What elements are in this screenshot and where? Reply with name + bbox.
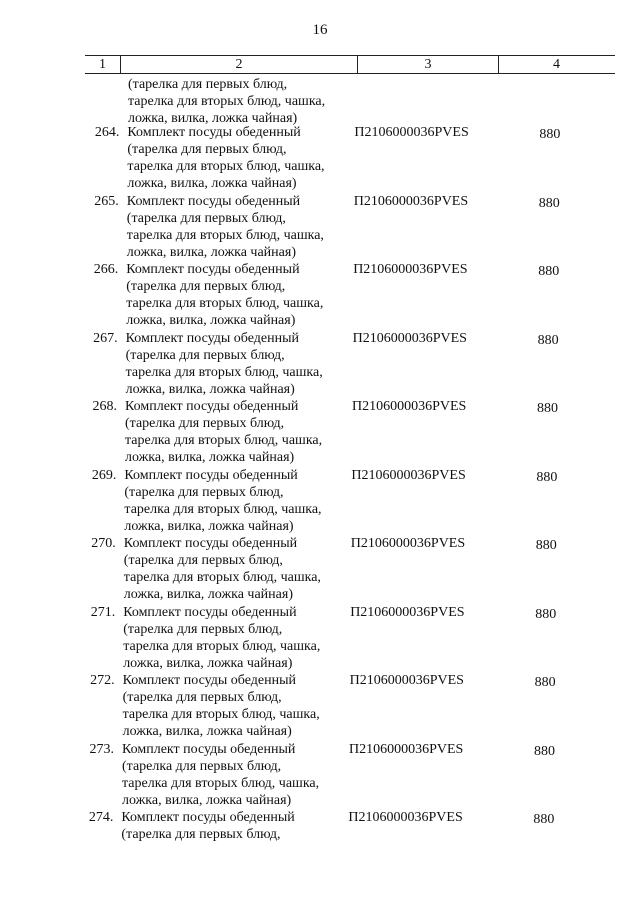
desc-line: (тарелка для первых блюд, bbox=[125, 347, 285, 363]
desc-line: Комплект посуды обеденный bbox=[122, 673, 296, 688]
desc-line: Комплект посуды обеденный bbox=[125, 330, 299, 346]
row-description bbox=[121, 809, 356, 843]
table-row bbox=[0, 261, 638, 330]
desc-line: Комплект посуды обеденный bbox=[126, 193, 301, 209]
row-quantity: 880 bbox=[538, 264, 560, 279]
desc-line: (тарелка для первых блюд, bbox=[123, 621, 283, 637]
table-row bbox=[0, 124, 639, 193]
row-description bbox=[127, 124, 362, 192]
row-code: П2106000036PVES bbox=[349, 673, 464, 688]
row-code: П2106000036PVES bbox=[349, 741, 464, 757]
row-code: П2106000036PVES bbox=[352, 399, 467, 414]
row-description bbox=[122, 741, 357, 809]
desc-line: ложка, вилка, ложка чайная) bbox=[127, 176, 297, 191]
desc-line: тарелка для вторых блюд, чашка, bbox=[123, 638, 321, 654]
desc-line: Комплект посуды обеденный bbox=[123, 604, 297, 620]
header-col-4: 4 bbox=[553, 57, 560, 72]
desc-line: ложка, вилка, ложка чайная) bbox=[125, 450, 295, 465]
row-number: 272. bbox=[90, 673, 115, 688]
row-number: 274. bbox=[88, 810, 114, 825]
desc-line: ложка, вилка, ложка чайная) bbox=[126, 313, 296, 328]
desc-line: (тарелка для первых блюд, bbox=[126, 210, 286, 226]
desc-line: тарелка для вторых блюд, чашка, bbox=[122, 775, 320, 791]
row-description bbox=[127, 193, 362, 261]
table-row bbox=[0, 330, 638, 399]
desc-line: тарелка для вторых блюд, чашка, bbox=[122, 707, 320, 722]
row-code: П2106000036PVES bbox=[350, 604, 465, 620]
row-number: 271. bbox=[90, 604, 116, 620]
row-description bbox=[126, 330, 361, 398]
row-number: 265. bbox=[94, 193, 119, 209]
desc-line: (тарелка для первых блюд, bbox=[122, 690, 282, 705]
header-col-2: 2 bbox=[121, 56, 358, 73]
desc-line: ложка, вилка, ложка чайная) bbox=[126, 244, 296, 260]
row-quantity: 880 bbox=[533, 812, 555, 827]
row-description bbox=[126, 261, 361, 329]
table-row bbox=[0, 604, 635, 673]
desc-line: ложка, вилка, ложка чайная) bbox=[123, 587, 293, 602]
row-code: П2106000036PVES bbox=[352, 330, 467, 346]
row-quantity: 880 bbox=[539, 127, 561, 142]
row-quantity: 880 bbox=[538, 195, 560, 211]
desc-line: ложка, вилка, ложка чайная) bbox=[123, 655, 293, 671]
desc-line: (тарелка для первых блюд, bbox=[126, 279, 286, 294]
continuation-desc bbox=[128, 76, 363, 127]
row-description bbox=[125, 398, 360, 466]
desc-line: (тарелка для первых блюд, bbox=[122, 758, 282, 774]
table-row bbox=[0, 672, 635, 741]
table-row bbox=[0, 193, 639, 262]
row-code: П2106000036PVES bbox=[350, 536, 466, 551]
desc-line: (тарелка для первых блюд, bbox=[125, 416, 285, 431]
table-row bbox=[0, 741, 634, 810]
row-quantity: 880 bbox=[534, 743, 555, 759]
continuation-row bbox=[0, 76, 640, 124]
desc-line: Комплект посуды обеденный bbox=[125, 399, 299, 414]
desc-line: (тарелка для первых блюд, bbox=[123, 553, 283, 568]
desc-line: Комплект посуды обеденный bbox=[127, 125, 301, 140]
desc-line: тарелка для вторых блюд, чашка, bbox=[123, 570, 321, 585]
desc-line: Комплект посуды обеденный bbox=[124, 467, 298, 483]
desc-line: ложка, вилка, ложка чайная) bbox=[122, 792, 292, 808]
desc-line: (тарелка для первых блюд, bbox=[127, 142, 287, 157]
desc-line: Комплект посуды обеденный bbox=[122, 741, 296, 757]
desc-line: тарелка для вторых блюд, чашка, bbox=[126, 296, 324, 311]
desc-line: ложка, вилка, ложка чайная) bbox=[125, 381, 295, 397]
row-number: 269. bbox=[91, 467, 117, 483]
header-col-3: 3 bbox=[358, 56, 499, 73]
row-number: 270. bbox=[91, 536, 116, 551]
desc-line: (тарелка для первых блюд, bbox=[121, 827, 281, 842]
desc-line: ложка, вилка, ложка чайная) bbox=[122, 724, 292, 739]
row-description bbox=[123, 672, 358, 740]
page-number: 16 bbox=[312, 22, 328, 38]
desc-line: Комплект посуды обеденный bbox=[123, 536, 298, 551]
row-code: П2106000036PVES bbox=[348, 810, 463, 825]
row-quantity: 880 bbox=[537, 401, 558, 416]
table-row bbox=[0, 535, 636, 604]
row-code: П2106000036PVES bbox=[353, 262, 468, 277]
desc-line: тарелка для вторых блюд, чашка, bbox=[126, 227, 324, 243]
row-code: П2106000036PVES bbox=[351, 467, 466, 483]
table-header bbox=[85, 55, 615, 74]
header-col-1: 1 bbox=[85, 56, 121, 73]
row-number: 268. bbox=[92, 399, 117, 414]
table-row bbox=[0, 398, 637, 467]
row-number: 266. bbox=[93, 262, 119, 277]
desc-line: тарелка для вторых блюд, чашка, bbox=[124, 501, 322, 517]
row-quantity: 880 bbox=[535, 606, 557, 622]
row-number: 273. bbox=[89, 741, 114, 757]
table-row bbox=[0, 809, 633, 878]
table-body bbox=[0, 76, 640, 878]
desc-line: Комплект посуды обеденный bbox=[121, 810, 295, 825]
row-description bbox=[124, 535, 359, 603]
desc-line: (тарелка для первых блюд, bbox=[128, 77, 288, 92]
desc-line: тарелка для вторых блюд, чашка, bbox=[125, 364, 323, 380]
row-code: П2106000036PVES bbox=[354, 125, 469, 140]
desc-line: (тарелка для первых блюд, bbox=[124, 484, 284, 500]
row-quantity: 880 bbox=[537, 332, 559, 348]
desc-line: Комплект посуды обеденный bbox=[126, 262, 300, 277]
desc-line: ложка, вилка, ложка чайная) bbox=[128, 111, 298, 126]
row-quantity: 880 bbox=[534, 675, 556, 690]
row-description bbox=[123, 604, 358, 672]
desc-line: ложка, вилка, ложка чайная) bbox=[124, 518, 294, 534]
row-number: 264. bbox=[94, 125, 120, 140]
row-number: 267. bbox=[93, 330, 118, 346]
row-code: П2106000036PVES bbox=[353, 193, 469, 209]
row-quantity: 880 bbox=[536, 469, 558, 485]
desc-line: тарелка для вторых блюд, чашка, bbox=[125, 433, 323, 448]
desc-line: тарелка для вторых блюд, чашка, bbox=[128, 94, 326, 109]
row-quantity: 880 bbox=[535, 538, 557, 553]
desc-line: тарелка для вторых блюд, чашка, bbox=[127, 159, 325, 174]
row-description bbox=[124, 467, 359, 535]
table-row bbox=[0, 467, 636, 536]
